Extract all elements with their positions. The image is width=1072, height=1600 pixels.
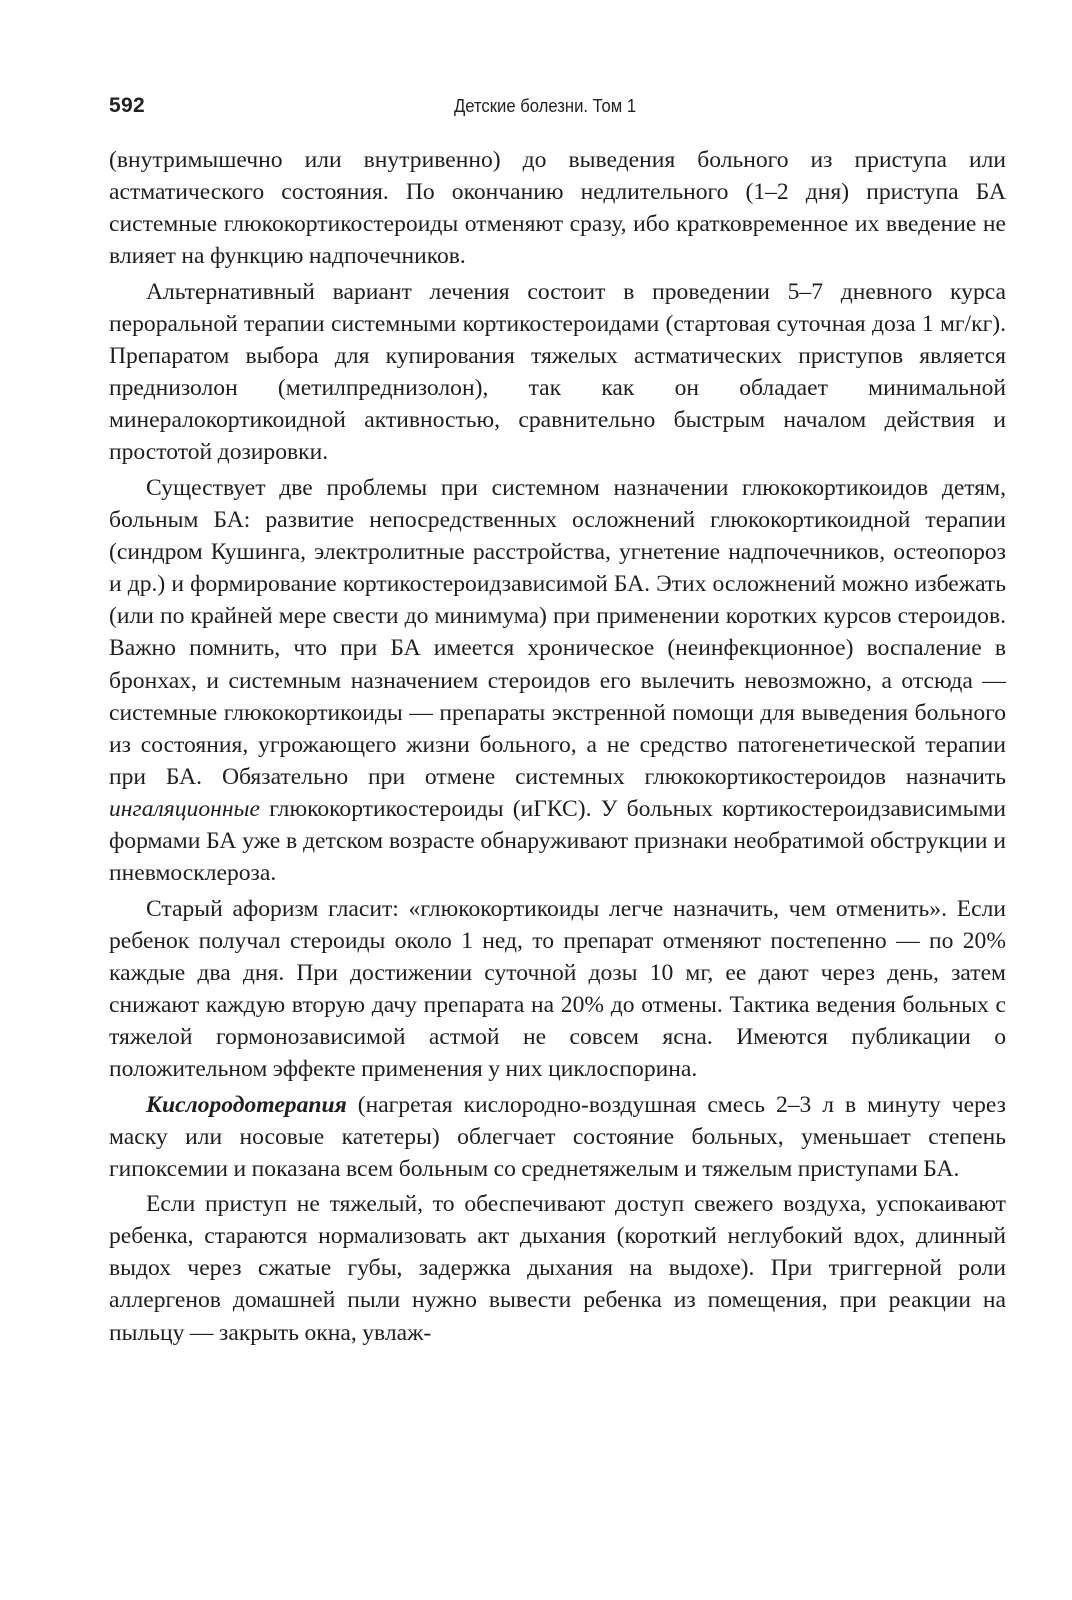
paragraph-systemic-problems	[109, 472, 1006, 890]
paragraph-text: глюкокортикостероиды (иГКС). У больных кортикостероидзависимыми формами БА уже в детском возрасте обнаруживают признаки необратимой обструкции и пневмосклероза.	[109, 796, 1006, 887]
emphasized-term: ингаляционные	[109, 796, 261, 823]
book-page	[109, 94, 1006, 1352]
paragraph-aphorism: Старый афоризм гласит: «глюкокортикоиды легче назначить, чем отменить». Если ребенок получал стероиды около 1 нед, то препарат отменяют постепенно — по 20% каждые два дня. При достижении суточной дозы 10 мг, ее дают через день, затем снижают каждую вторую дачу препарата на 20% до отмены. Тактика ведения больных с тяжелой гормонозависимой астмой не совсем ясна. Имеются публикации о положительном эффекте применения у них циклоспорина.	[109, 895, 1006, 1083]
book-title: Детские болезни. Том 1	[454, 95, 637, 116]
paragraph-text: Существует две проблемы при системном назначении глюкокортикоидов детям, больным БА: развитие непосредственных осложнений глюкокортикоидной терапии (синдром Кушинга, электролитные расстройства, угнетение надпочечников, остеопороз и др.) и формирование кортикостероидзависимой БА. Этих осложнений можно избежать (или по крайней мере свести до минимума) при применении коротких курсов стероидов. Важно помнить, что при БА имеется хроническое (неинфекционное) воспаление в бронхах, и системным назначением стероидов его вылечить невозможно, а отсюда — системные глюкокортикоиды — препараты экстренной помощи для выведения больного из состояния, угрожающего жизни больного, а не средство патогенетической терапии при БА. Обязательно при отмене системных глюкокортикостероидов назначить	[109, 474, 1006, 790]
paragraph-mild-attack: Если приступ не тяжелый, то обеспечивают доступ свежего воздуха, успокаивают ребенка, стараются нормализовать акт дыхания (короткий неглубокий вдох, длинный выдох через сжатые губы, задержка дыхания на выдохе). При триггерной роли аллергенов домашней пыли нужно вывести ребенка из помещения, при реакции на пыльцу — закрыть окна, увлаж-	[109, 1191, 1006, 1346]
body-text	[109, 144, 1006, 1349]
lead-term: Кислородотерапия	[146, 1091, 347, 1118]
page-number: 592	[109, 94, 145, 117]
paragraph-continuation: (внутримышечно или внутривенно) до выведения больного из приступа или астматического состояния. По окончанию недлительного (1–2 дня) приступа БА системные глюкокортикостероиды отменяют сразу, ибо кратковременное их введение не влияет на функцию надпочечников.	[109, 147, 1006, 270]
running-header	[109, 94, 1006, 128]
paragraph-text: (нагретая кислородно-воздушная смесь 2–3 л в минуту через маску или носовые катетеры) облегчает состояние больных, уменьшает степень гипоксемии и показана всем больным со среднетяжелым и тяжелым приступами БА.	[109, 1091, 1006, 1182]
paragraph-alternative-treatment: Альтернативный вариант лечения состоит в проведении 5–7 дневного курса пероральной терапии системными кортикостероидами (стартовая суточная доза 1 мг/кг). Препаратом выбора для купирования тяжелых астматических приступов является преднизолон (метилпреднизолон), так как он обладает минимальной минералокортикоидной активностью, сравнительно быстрым началом действия и простотой дозировки.	[109, 278, 1006, 466]
paragraph-oxygen-therapy	[109, 1089, 1006, 1185]
